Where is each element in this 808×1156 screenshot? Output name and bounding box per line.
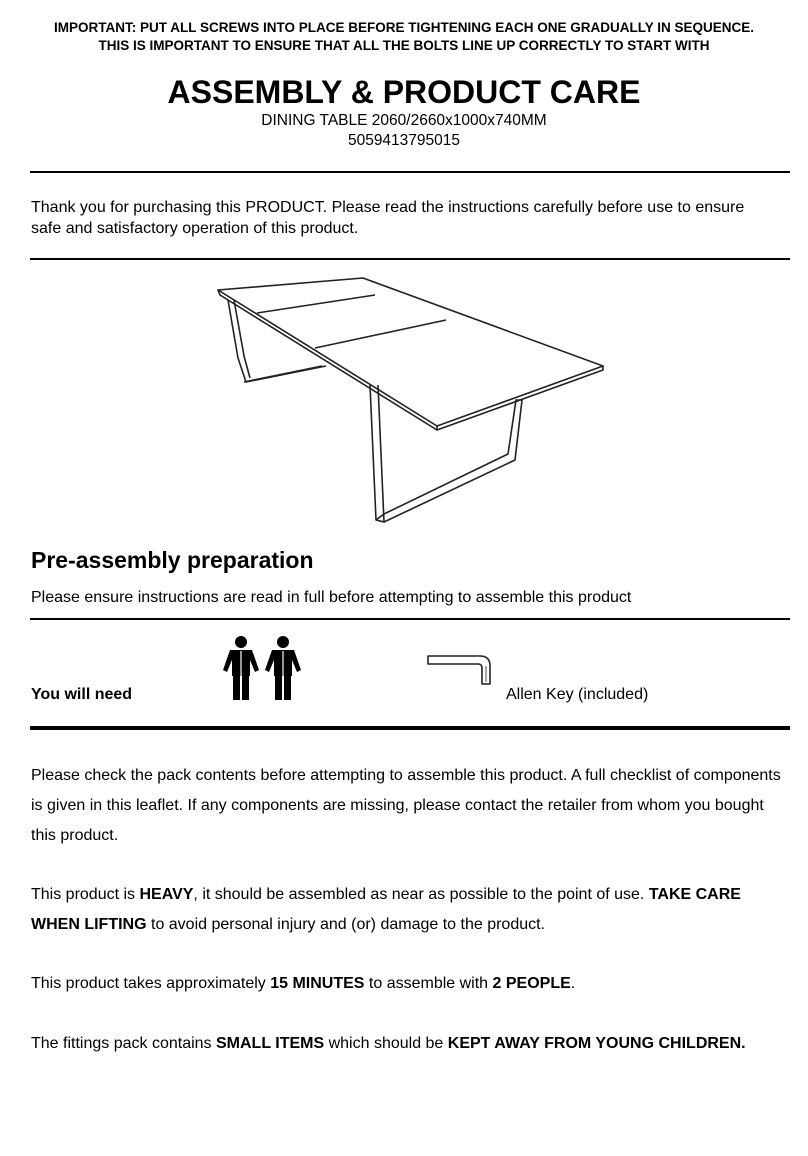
- product-info: [0, 111, 808, 151]
- divider: [30, 171, 790, 173]
- note-emphasis: 2 PEOPLE: [492, 975, 571, 992]
- product-barcode: 5059413795015: [347, 132, 461, 149]
- thick-divider: [30, 726, 790, 730]
- note-emphasis: HEAVY: [139, 886, 194, 903]
- you-will-need-label: You will need: [31, 686, 133, 703]
- product-dimensions: DINING TABLE 2060/2660x1000x740MM: [261, 112, 547, 129]
- important-warning: [0, 19, 808, 55]
- note-text: , it should be assembled as near as possible to the point of use.: [193, 886, 649, 903]
- divider: [30, 258, 790, 260]
- pack-contents-note: Please check the pack contents before attempting to assemble this product. A full checklist of components is given in this leaflet. If any components are missing, please contact the retailer from whom you bought this product.: [31, 767, 781, 844]
- pre-assembly-heading: Pre-assembly preparation: [31, 547, 314, 573]
- warning-line-1: IMPORTANT: PUT ALL SCREWS INTO PLACE BEFORE TIGHTENING EACH ONE GRADUALLY IN SEQUENCE.: [53, 20, 755, 35]
- note-text: This product is: [31, 886, 140, 903]
- allen-key-icon: [426, 652, 498, 688]
- two-people-icon: [222, 634, 304, 700]
- pre-assembly-text: Please ensure instructions are read in full before attempting to assemble this product: [31, 589, 632, 606]
- intro-text: Thank you for purchasing this PRODUCT. Please read the instructions carefully before use to ensure safe and satisfactory operation of this product.: [31, 199, 745, 237]
- assembly-time-note: [31, 969, 791, 999]
- page-title: ASSEMBLY & PRODUCT CARE: [167, 74, 641, 110]
- note-text: This product takes approximately: [31, 975, 271, 992]
- note-emphasis: 15 MINUTES: [270, 975, 365, 992]
- note-text: to assemble with: [364, 975, 493, 992]
- note-emphasis: TAKE CARE WHEN LIFTING: [31, 886, 741, 933]
- note-text: to avoid personal injury and (or) damage to the product.: [146, 916, 545, 933]
- dining-table-icon: [210, 270, 610, 530]
- divider: [30, 618, 790, 620]
- note-text: which should be: [324, 1035, 448, 1052]
- small-items-note: [31, 1029, 791, 1059]
- note-text: The fittings pack contains: [31, 1035, 216, 1052]
- note-emphasis: KEPT AWAY FROM YOUNG CHILDREN.: [447, 1035, 746, 1052]
- heavy-product-note: [31, 880, 791, 940]
- note-text: .: [570, 975, 576, 992]
- warning-line-2: THIS IS IMPORTANT TO ENSURE THAT ALL THE BOLTS LINE UP CORRECTLY TO START WITH: [98, 38, 710, 53]
- note-emphasis: SMALL ITEMS: [215, 1035, 325, 1052]
- allen-key-label: Allen Key (included): [506, 686, 649, 703]
